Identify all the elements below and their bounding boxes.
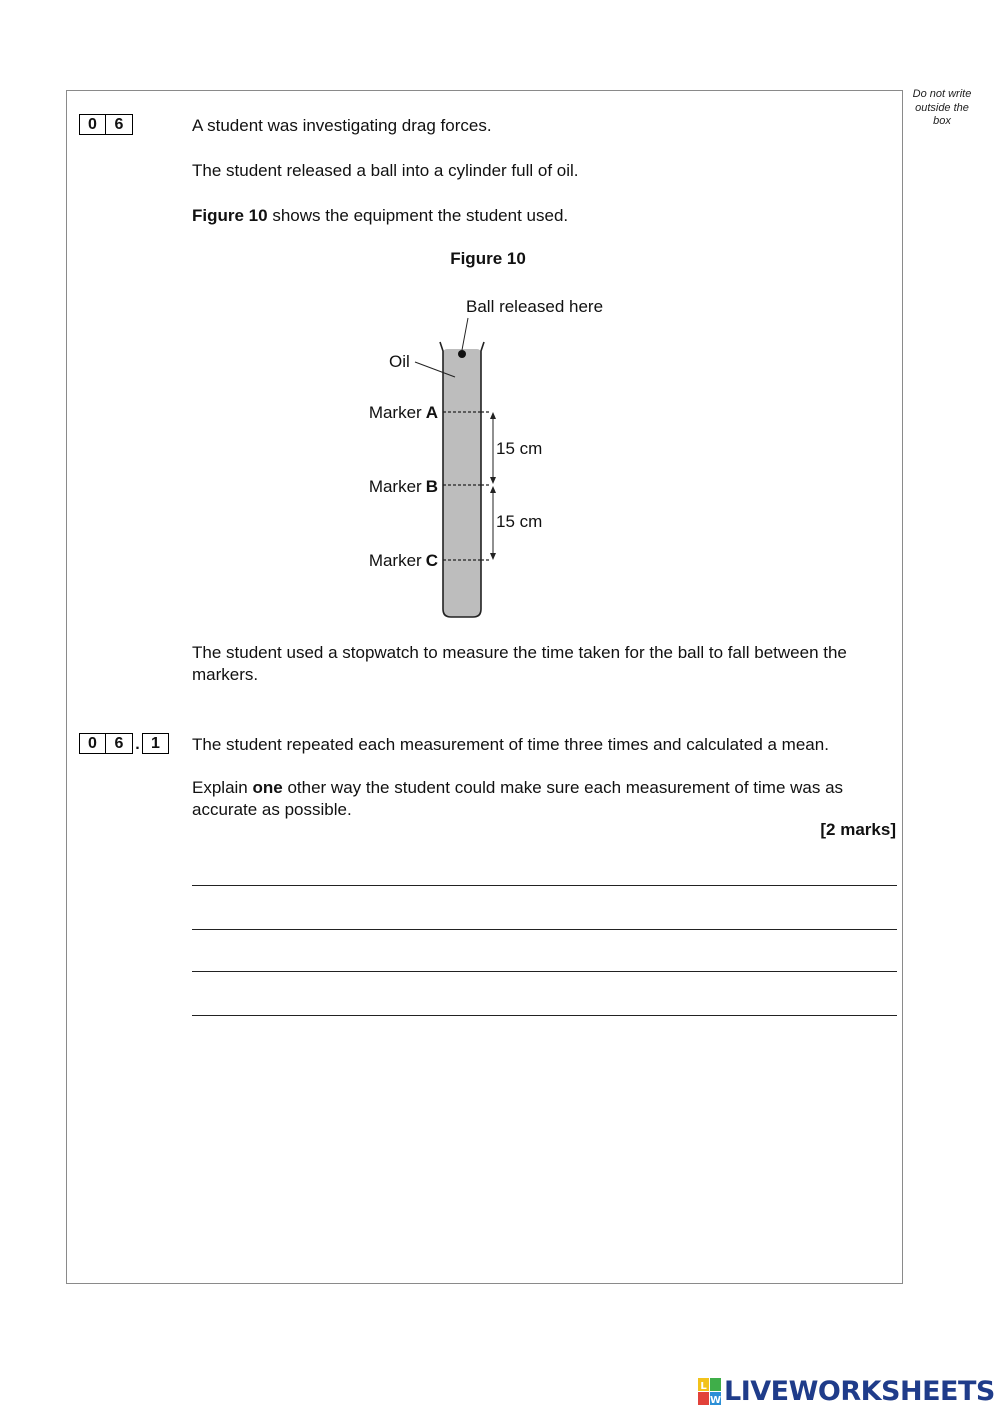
figure-reference: [192, 205, 568, 227]
logo-wordmark: LIVEWORKSHEETS: [724, 1376, 995, 1407]
stopwatch-paragraph: The student used a stopwatch to measure the time taken for the ball to fall between the markers.: [192, 643, 847, 684]
svg-text:L: L: [700, 1381, 707, 1392]
marker-letter-a: A: [425, 403, 438, 422]
answer-line-4[interactable]: [192, 1015, 897, 1016]
explain-post: other way the student could make sure each measurement of time was as accurate as possible.: [192, 778, 844, 819]
label-ball-released: Ball released here: [466, 297, 604, 316]
marker-letter-b: B: [425, 477, 438, 496]
explain-prompt: [192, 777, 892, 821]
explain-bold: one: [252, 778, 283, 797]
question-number-digit: 6: [106, 114, 133, 135]
marker-letter-c: C: [425, 551, 438, 570]
marks-label: [2 marks]: [820, 820, 896, 839]
subquestion-number: [79, 733, 169, 754]
subquestion-text: The student repeated each measurement of time three times and calculated a mean.: [192, 735, 829, 754]
subquestion-number-digit: 6: [106, 733, 133, 754]
question-intro: A student was investigating drag forces.: [192, 116, 492, 135]
explain-pre: Explain: [192, 778, 253, 797]
marker-word: Marker: [368, 551, 422, 570]
svg-text:W: W: [709, 1395, 722, 1406]
margin-note: Do not write outside the box: [912, 88, 972, 127]
figure-reference-bold: Figure 10: [192, 206, 268, 225]
subquestion-number-dot: .: [135, 736, 140, 753]
liveworksheets-logo: [698, 1377, 995, 1407]
label-distance-ab: 15 cm: [496, 439, 543, 458]
answer-box-border: [66, 90, 903, 1284]
label-oil: Oil: [389, 352, 410, 371]
subquestion-number-digit: 1: [142, 733, 169, 754]
label-marker-b: [369, 477, 438, 496]
answer-line-2[interactable]: [192, 929, 897, 930]
ball: [458, 350, 466, 358]
answer-line-1[interactable]: [192, 885, 897, 886]
question-number: [79, 114, 133, 135]
label-distance-bc: 15 cm: [496, 512, 543, 531]
question-number-digit: 0: [79, 114, 106, 135]
marker-word: Marker: [368, 477, 422, 496]
logo-mark-icon: [698, 1378, 722, 1406]
label-marker-c: [369, 551, 438, 570]
question-sentence: The student released a ball into a cylinder full of oil.: [192, 161, 579, 180]
figure-reference-rest: shows the equipment the student used.: [267, 206, 569, 225]
answer-line-3[interactable]: [192, 971, 897, 972]
oil-fill: [443, 349, 481, 617]
cylinder-diagram: [350, 285, 630, 625]
marker-word: Marker: [368, 403, 422, 422]
figure-title: Figure 10: [450, 249, 526, 268]
subquestion-number-digit: 0: [79, 733, 106, 754]
label-marker-a: [369, 403, 438, 422]
